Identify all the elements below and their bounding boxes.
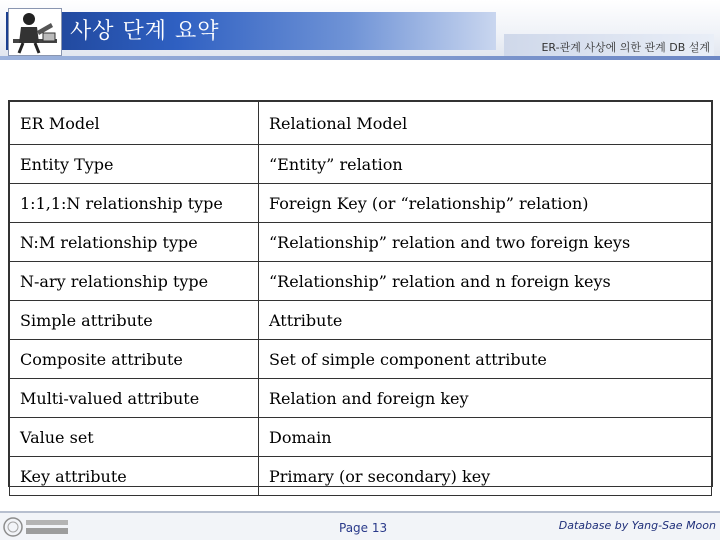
er-model-cell: Composite attribute	[10, 340, 259, 379]
table-row	[10, 145, 712, 184]
er-model-cell: ER Model	[10, 102, 259, 145]
page-title: 사상 단계 요약	[70, 19, 220, 44]
table-row	[10, 301, 712, 340]
presenter-icon	[8, 8, 62, 56]
relational-model-cell: “Entity” relation	[259, 145, 712, 184]
er-model-cell: Key attribute	[10, 457, 259, 496]
mapping-table	[9, 101, 712, 496]
er-model-cell: N-ary relationship type	[10, 262, 259, 301]
header-divider	[0, 56, 720, 60]
er-model-cell: Entity Type	[10, 145, 259, 184]
relational-model-cell: Relational Model	[259, 102, 712, 145]
relational-model-cell: Primary (or secondary) key	[259, 457, 712, 496]
table-header-row	[10, 102, 712, 145]
table-row	[10, 184, 712, 223]
er-model-cell: Simple attribute	[10, 301, 259, 340]
table-row	[10, 223, 712, 262]
table-row	[10, 262, 712, 301]
page-number: Page 13	[339, 521, 388, 535]
relational-model-cell: “Relationship” relation and two foreign keys	[259, 223, 712, 262]
er-model-cell: Value set	[10, 418, 259, 457]
er-model-cell: Multi-valued attribute	[10, 379, 259, 418]
section-subtitle: ER-관계 사상에 의한 관계 DB 설계	[541, 41, 710, 54]
relational-model-cell: Domain	[259, 418, 712, 457]
table-row	[10, 379, 712, 418]
relational-model-cell: Relation and foreign key	[259, 379, 712, 418]
mapping-table-container	[8, 100, 713, 487]
university-logo-icon	[2, 516, 72, 538]
relational-model-cell: Attribute	[259, 301, 712, 340]
relational-model-cell: “Relationship” relation and n foreign keys	[259, 262, 712, 301]
relational-model-cell: Foreign Key (or “relationship” relation)	[259, 184, 712, 223]
footer-credit: Database by Yang-Sae Moon	[558, 519, 716, 532]
table-row	[10, 340, 712, 379]
er-model-cell: N:M relationship type	[10, 223, 259, 262]
table-row	[10, 457, 712, 496]
relational-model-cell: Set of simple component attribute	[259, 340, 712, 379]
table-row	[10, 418, 712, 457]
er-model-cell: 1:1,1:N relationship type	[10, 184, 259, 223]
